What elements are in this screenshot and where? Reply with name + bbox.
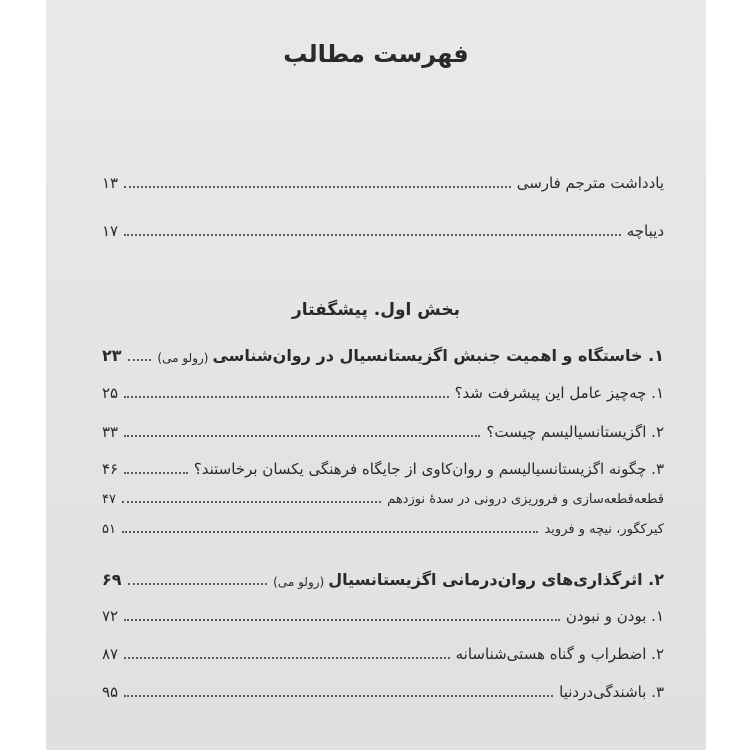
part-heading: بخش اول. پیشگفتار [292, 300, 460, 320]
toc-entry-page: ۱۷ [102, 222, 119, 240]
dot-leader [124, 471, 188, 474]
toc-entry-label: دیباچه [626, 222, 664, 240]
toc-chapter-1 [102, 346, 664, 365]
toc-entry [102, 645, 664, 663]
page-title: فهرست مطالب [283, 40, 469, 68]
toc-chapter-2 [102, 570, 664, 589]
toc-entry-page: ۷۲ [102, 607, 119, 625]
dot-leader [124, 618, 560, 621]
toc-entry [102, 460, 664, 478]
dot-leader [124, 694, 553, 697]
toc-entry-label: ۲. اضطراب و گناه هستی‌شناسانه [455, 645, 664, 663]
toc-chapter-page: ۲۳ [102, 346, 122, 365]
toc-entry [102, 384, 664, 402]
toc-entry [102, 607, 664, 625]
toc-chapter-author: (رولو می) [157, 351, 209, 365]
toc-entry-label: ۱. چه‌چیز عامل این پیشرفت شد؟ [454, 384, 664, 402]
toc-subentry [102, 492, 664, 507]
dot-leader [124, 434, 480, 437]
dot-leader [128, 358, 152, 361]
toc-entry-preface [102, 222, 664, 240]
toc-entry [102, 683, 664, 701]
book-page [46, 0, 706, 750]
toc-subentry-label: قطعه‌قطعه‌سازی و فروریزی درونی در سدهٔ نوزدهم [387, 492, 664, 507]
dot-leader [128, 582, 268, 585]
toc-chapter-label: ۲. اثرگذاری‌های روان‌درمانی اگزیستانسیال [328, 570, 664, 589]
dot-leader [124, 656, 450, 659]
toc-subentry-page: ۵۱ [102, 522, 116, 537]
toc-subentry-page: ۴۷ [102, 492, 116, 507]
toc-subentry [102, 522, 664, 537]
toc-chapter-author: (رولو می) [273, 575, 325, 589]
dot-leader [124, 395, 448, 398]
dot-leader [122, 500, 381, 503]
toc-entry-page: ۹۵ [102, 683, 119, 701]
toc-chapter-page: ۶۹ [102, 570, 122, 589]
toc-chapter-label: ۱. خاستگاه و اهمیت جنبش اگزیستانسیال در روان‌شناسی [212, 346, 664, 365]
toc-entry-label: ۳. چگونه اگزیستانسیالیسم و روان‌کاوی از جایگاه فرهنگی یکسان برخاستند؟ [193, 460, 664, 478]
toc-entry-page: ۴۶ [102, 460, 119, 478]
toc-entry-page: ۲۵ [102, 384, 119, 402]
dot-leader [122, 530, 539, 533]
toc-entry [102, 423, 664, 441]
toc-entry-page: ۱۳ [102, 174, 119, 192]
toc-entry-page: ۸۷ [102, 645, 119, 663]
dot-leader [124, 185, 511, 188]
toc-entry-translator-note [102, 174, 664, 192]
toc-entry-page: ۳۳ [102, 423, 119, 441]
toc-entry-label: ۳. باشندگی‌در‌دنیا [559, 683, 664, 701]
toc-entry-label: یادداشت مترجم فارسی [516, 174, 664, 192]
toc-subentry-label: کیرکگور، نیچه و فروید [544, 522, 664, 537]
toc-entry-label: ۲. اگزیستانسیالیسم چیست؟ [486, 423, 664, 441]
dot-leader [124, 233, 621, 236]
toc-entry-label: ۱. بودن و نبودن [565, 607, 664, 625]
